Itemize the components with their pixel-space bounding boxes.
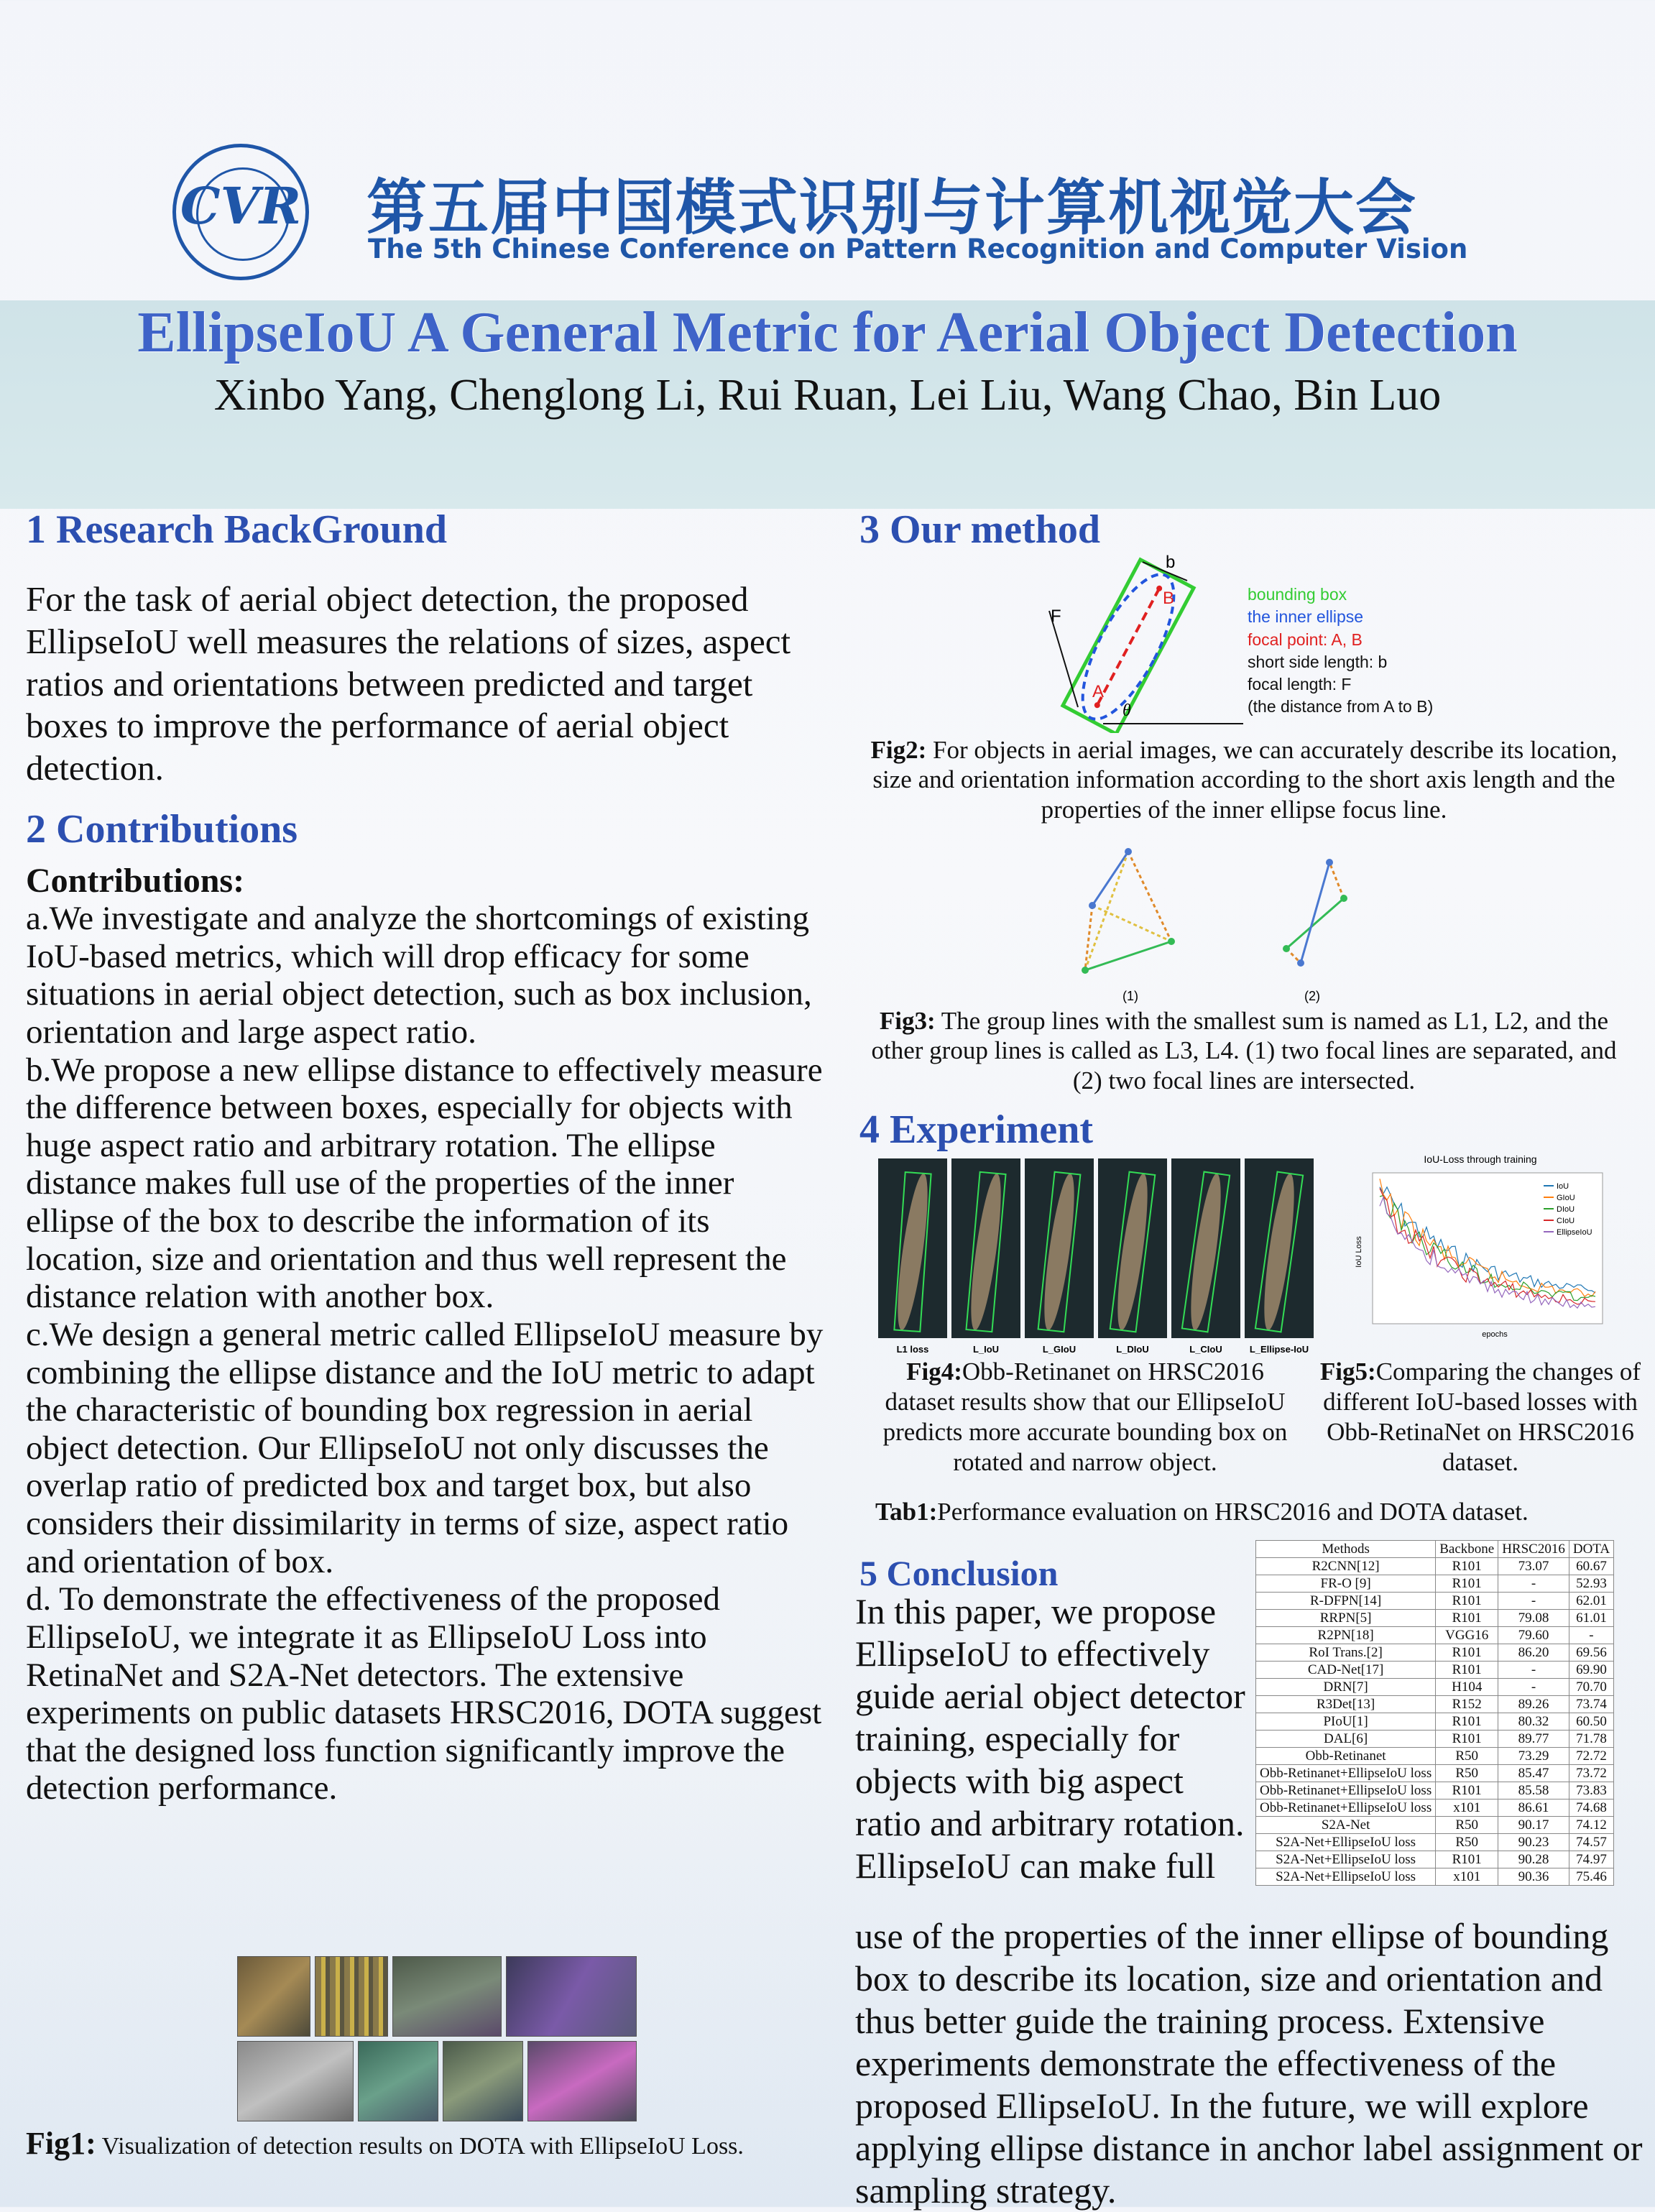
table-cell: x101 [1436, 1799, 1498, 1817]
table-cell: 90.17 [1498, 1817, 1569, 1834]
table-cell: 90.36 [1498, 1868, 1569, 1886]
table-cell: R-DFPN[14] [1256, 1593, 1436, 1610]
table-cell: 52.93 [1569, 1575, 1613, 1593]
table-cell: 72.72 [1569, 1748, 1613, 1765]
conference-name-en: The 5th Chinese Conference on Pattern Recognition and Computer Vision [368, 234, 1468, 264]
table-cell: VGG16 [1436, 1627, 1498, 1644]
fig5-legend-label: DIoU [1557, 1205, 1575, 1214]
conference-name-cn: 第五届中国模式识别与计算机视觉大会 [367, 172, 1418, 243]
fig2-caption-text: For objects in aerial images, we can accurately describe its location, size and orientation information according to the short axis length and the properties of the inner ellipse focus line. [872, 736, 1618, 824]
legend-focal-point: focal point: A, B [1248, 630, 1363, 649]
table-cell: 74.12 [1569, 1817, 1613, 1834]
fig4-panel-label: L_CIoU [1189, 1344, 1222, 1355]
table-cell: 85.58 [1498, 1782, 1569, 1799]
fig4-panel [951, 1158, 1020, 1355]
table-row [1256, 1575, 1614, 1593]
table-cell: S2A-Net+EllipseIoU loss [1256, 1851, 1436, 1868]
table-cell: 85.47 [1498, 1765, 1569, 1782]
table-cell: RRPN[5] [1256, 1610, 1436, 1627]
table-cell: 61.01 [1569, 1610, 1613, 1627]
table-cell: R50 [1436, 1748, 1498, 1765]
fig5-xlabel: epochs [1482, 1330, 1508, 1339]
table-cell: 71.78 [1569, 1731, 1613, 1748]
fig1-tile [237, 2041, 354, 2121]
contribution-item: a.We investigate and analyze the shortcomings of existing IoU-based metrics, which will drop efficacy for some situations in aerial object detection, such as box inclusion, orientation and large aspect ratio. [26, 900, 812, 1051]
table-row [1256, 1851, 1614, 1868]
table-cell: R2CNN[12] [1256, 1558, 1436, 1575]
legend-short-side: short side length: b [1248, 652, 1388, 671]
table-cell: R101 [1436, 1575, 1498, 1593]
table-cell: - [1569, 1627, 1613, 1644]
table-row [1256, 1558, 1614, 1575]
table-cell: R50 [1436, 1834, 1498, 1851]
table-cell: H104 [1436, 1679, 1498, 1696]
table-cell: R101 [1436, 1851, 1498, 1868]
table-cell: 89.26 [1498, 1696, 1569, 1713]
fig3-caption-text: The group lines with the smallest sum is named as L1, L2, and the other group lines is called as L3, L4. (1) two focal lines are separated, and (2) two focal lines are intersected. [871, 1007, 1617, 1095]
legend-focal-length: focal length: F [1248, 675, 1352, 694]
table-row [1256, 1593, 1614, 1610]
fig4-label: Fig4: [906, 1358, 962, 1386]
table-cell: RoI Trans.[2] [1256, 1644, 1436, 1662]
fig5-legend-label: IoU [1557, 1182, 1569, 1191]
fig4-panel [878, 1158, 947, 1355]
table-cell: 69.56 [1569, 1644, 1613, 1662]
contributions-list [26, 900, 824, 1807]
legend-bounding-box: bounding box [1248, 585, 1347, 604]
background-text: For the task of aerial object detection, the proposed EllipseIoU well measures the relations of sizes, aspect ratios and orientations between predicted and target boxes to improve the performance of aerial object detection. [26, 579, 791, 788]
fig1-label: Fig1: [26, 2126, 96, 2161]
fig2-label: Fig2: [870, 736, 927, 764]
fig5-label: Fig5: [1319, 1358, 1376, 1386]
table-cell: Obb-Retinanet+EllipseIoU loss [1256, 1765, 1436, 1782]
table-cell: 74.97 [1569, 1851, 1613, 1868]
label-f: F [1051, 607, 1061, 626]
table-cell: R50 [1436, 1765, 1498, 1782]
fig5-plot-title: IoU-Loss through training [1424, 1153, 1537, 1165]
table-row [1256, 1731, 1614, 1748]
fig4-panel [1245, 1158, 1314, 1355]
table-cell: Obb-Retinanet+EllipseIoU loss [1256, 1799, 1436, 1817]
table-header-cell: HRSC2016 [1498, 1541, 1569, 1558]
table-cell: PIoU[1] [1256, 1713, 1436, 1731]
label-focal-b: B [1163, 589, 1175, 608]
fig1-tile [315, 1956, 388, 2037]
fig5-legend-label: GIoU [1557, 1194, 1575, 1202]
table-cell: 74.57 [1569, 1834, 1613, 1851]
table-cell: 74.68 [1569, 1799, 1613, 1817]
fig2-caption [859, 735, 1628, 824]
fig5-loss-plot [1351, 1151, 1610, 1344]
table-cell: 79.08 [1498, 1610, 1569, 1627]
contribution-item: d. To demonstrate the effectiveness of the proposed EllipseIoU, we integrate it as EllipseIoU Loss into RetinaNet and S2A-Net detectors. The extensive experiments on public datasets HRSC2016, DOTA suggest that the designed loss function significantly improve the detection performance. [26, 1580, 822, 1807]
table-cell: 62.01 [1569, 1593, 1613, 1610]
conference-logo [172, 144, 309, 280]
table1-caption-text: Performance evaluation on HRSC2016 and DOTA dataset. [937, 1498, 1529, 1526]
fig1-caption-text: Visualization of detection results on DOTA with EllipseIoU Loss. [96, 2133, 744, 2160]
table-row [1256, 1610, 1614, 1627]
contributions-lead: Contributions: [26, 862, 245, 900]
table-cell: R101 [1436, 1731, 1498, 1748]
table-cell: R101 [1436, 1782, 1498, 1799]
table-cell: - [1498, 1679, 1569, 1696]
table-cell: 73.29 [1498, 1748, 1569, 1765]
table-cell: R50 [1436, 1817, 1498, 1834]
table-cell: 75.46 [1569, 1868, 1613, 1886]
table-cell: 80.32 [1498, 1713, 1569, 1731]
fig1-tile [237, 1956, 310, 2037]
table-cell: Obb-Retinanet [1256, 1748, 1436, 1765]
table-cell: - [1498, 1593, 1569, 1610]
table-cell: 73.72 [1569, 1765, 1613, 1782]
table-cell: FR-O [9] [1256, 1575, 1436, 1593]
table-cell: DRN[7] [1256, 1679, 1436, 1696]
fig4-panel [1098, 1158, 1167, 1355]
fig4-panel-label: L1 loss [896, 1344, 929, 1355]
label-focal-a: A [1092, 682, 1105, 701]
conclusion-text-part2: use of the properties of the inner ellipse of bounding box to describe its location, size and orientation and thus better guide the training process. Extensive experiments demonstrate the effectiveness of the proposed EllipseIoU. In the future, we will explore applying ellipse distance in anchor label assignment or sampling strategy. [855, 1916, 1643, 2211]
fig4-caption-text: Obb-Retinanet on HRSC2016 dataset results show that our EllipseIoU predicts more accurate bounding box on rotated and narrow object. [882, 1358, 1288, 1476]
fig4-panel [1171, 1158, 1240, 1355]
table-cell: 89.77 [1498, 1731, 1569, 1748]
fig4-caption [870, 1357, 1301, 1478]
fig4-result-panels [878, 1158, 1317, 1360]
table-cell: S2A-Net+EllipseIoU loss [1256, 1834, 1436, 1851]
section-heading-background: 1 Research BackGround [26, 507, 447, 552]
table-header-row [1256, 1541, 1614, 1558]
table-row [1256, 1834, 1614, 1851]
paper-title: EllipseIoU A General Metric for Aerial Object Detection [137, 301, 1518, 364]
table1-label: Tab1: [875, 1498, 938, 1526]
conclusion-text-part1: In this paper, we propose EllipseIoU to effectively guide aerial object detector training, especially for objects with big aspect ratio and arbitrary rotation. EllipseIoU can make full [855, 1591, 1245, 1886]
section-heading-conclusion: 5 Conclusion [859, 1553, 1059, 1593]
table-row [1256, 1868, 1614, 1886]
fig4-panel-label: L_Ellipse-IoU [1249, 1344, 1309, 1355]
table-cell: 73.74 [1569, 1696, 1613, 1713]
fig1-tile [443, 2041, 523, 2121]
table-cell: 90.23 [1498, 1834, 1569, 1851]
table-cell: 86.20 [1498, 1644, 1569, 1662]
fig1-image-grid [237, 1956, 637, 2121]
fig4-panel-label: L_DIoU [1116, 1344, 1149, 1355]
table-cell: DAL[6] [1256, 1731, 1436, 1748]
section-heading-contributions: 2 Contributions [26, 807, 298, 852]
fig5-ylabel: IoU Loss [1355, 1236, 1363, 1268]
table-cell: 60.50 [1569, 1713, 1613, 1731]
fig3-sublabel: (2) [1304, 989, 1320, 1003]
table-row [1256, 1765, 1614, 1782]
paper-authors: Xinbo Yang, Chenglong Li, Rui Ruan, Lei Liu, Wang Chao, Bin Luo [213, 371, 1442, 420]
fig4-panel-label: L_IoU [972, 1344, 1000, 1355]
table-cell: R101 [1436, 1644, 1498, 1662]
table-cell: R152 [1436, 1696, 1498, 1713]
results-table [1255, 1540, 1614, 1886]
table-cell: x101 [1436, 1868, 1498, 1886]
table-cell: CAD-Net[17] [1256, 1662, 1436, 1679]
fig4-panel-label: L_GIoU [1042, 1344, 1077, 1355]
table-cell: 79.60 [1498, 1627, 1569, 1644]
table-cell: R101 [1436, 1610, 1498, 1627]
fig5-legend-label: EllipseIoU [1557, 1228, 1592, 1237]
contribution-item: c.We design a general metric called EllipseIoU measure by combining the ellipse distance and the IoU metric to adapt the characteristic of bounding box regression in aerial object detection. Our EllipseIoU not only discusses the overlap ratio of predicted box and target box, but also considers their dissimilarity in terms of size, aspect ratio and orientation of box. [26, 1315, 824, 1580]
table-row [1256, 1713, 1614, 1731]
table-cell: R101 [1436, 1662, 1498, 1679]
contribution-item: b.We propose a new ellipse distance to effectively measure the difference between boxes, especially for objects with huge aspect ratio and arbitrary rotation. The ellipse distance makes full use of the properties of the inner ellipse of the box to describe the information of its location, size and orientation and thus well represent the distance relation with another box. [26, 1051, 823, 1316]
label-b-side: b [1166, 553, 1176, 572]
table-row [1256, 1679, 1614, 1696]
table-row [1256, 1627, 1614, 1644]
table-cell: R2PN[18] [1256, 1627, 1436, 1644]
fig3-caption [859, 1006, 1628, 1095]
table-cell: R101 [1436, 1713, 1498, 1731]
table-header-cell: Methods [1256, 1541, 1436, 1558]
table-cell: 73.07 [1498, 1558, 1569, 1575]
table-row [1256, 1662, 1614, 1679]
fig5-caption-text: Comparing the changes of different IoU-based losses with Obb-RetinaNet on HRSC2016 dataset. [1323, 1358, 1641, 1476]
fig5-caption [1315, 1357, 1646, 1478]
table-cell: Obb-Retinanet+EllipseIoU loss [1256, 1782, 1436, 1799]
table-cell: 70.70 [1569, 1679, 1613, 1696]
fig1-caption [26, 2126, 824, 2162]
table-cell: 60.67 [1569, 1558, 1613, 1575]
table-cell: 90.28 [1498, 1851, 1569, 1868]
fig3-sublabel: (1) [1122, 989, 1138, 1003]
fig1-tile [392, 1956, 502, 2037]
fig1-tile [506, 1956, 637, 2037]
table-header-cell: DOTA [1569, 1541, 1613, 1558]
table-header-cell: Backbone [1436, 1541, 1498, 1558]
fig3-label: Fig3: [879, 1007, 936, 1035]
table-cell: R3Det[13] [1256, 1696, 1436, 1713]
legend-distance-note: (the distance from A to B) [1248, 697, 1434, 716]
table-cell: - [1498, 1662, 1569, 1679]
table-row [1256, 1782, 1614, 1799]
fig1-tile [527, 2041, 637, 2121]
table-cell: S2A-Net [1256, 1817, 1436, 1834]
table-cell: 69.90 [1569, 1662, 1613, 1679]
section-heading-experiment: 4 Experiment [859, 1107, 1094, 1152]
table-row [1256, 1644, 1614, 1662]
fig2-legend [1248, 584, 1433, 719]
table-cell: - [1498, 1575, 1569, 1593]
table-row [1256, 1696, 1614, 1713]
table-cell: S2A-Net+EllipseIoU loss [1256, 1868, 1436, 1886]
section-heading-method: 3 Our method [859, 507, 1100, 552]
table-cell: R101 [1436, 1558, 1498, 1575]
legend-inner-ellipse: the inner ellipse [1248, 607, 1364, 627]
table-cell: 73.83 [1569, 1782, 1613, 1799]
logo-mark: CVR [180, 176, 302, 236]
fig1-tile [358, 2041, 438, 2121]
table1-caption [875, 1498, 1637, 1526]
fig4-panel [1025, 1158, 1094, 1355]
table-row [1256, 1817, 1614, 1834]
fig5-legend-label: CIoU [1557, 1217, 1575, 1225]
focal-line [1097, 589, 1159, 705]
table-cell: R101 [1436, 1593, 1498, 1610]
table-cell: 86.61 [1498, 1799, 1569, 1817]
table-row [1256, 1799, 1614, 1817]
label-theta: θ [1122, 701, 1131, 720]
table-row [1256, 1748, 1614, 1765]
